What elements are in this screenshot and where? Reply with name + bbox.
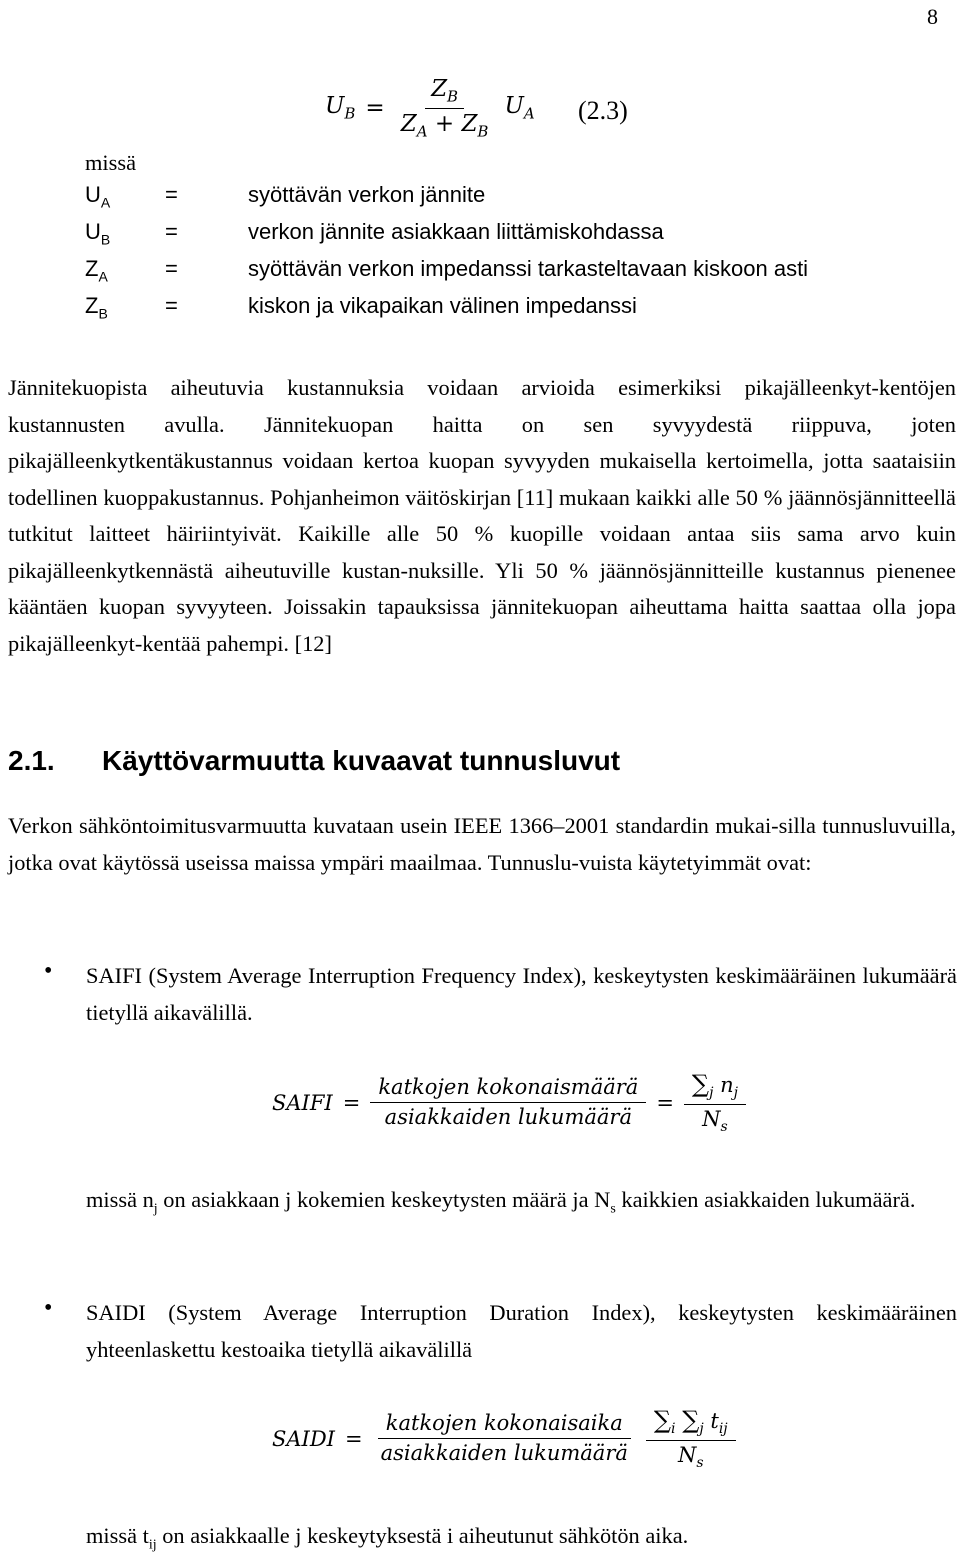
- page-number: 8: [927, 4, 938, 29]
- def-equals: =: [165, 293, 178, 318]
- def-equals: =: [165, 256, 178, 281]
- saifi-formula: SAIFI = $\frac{\text{katkojen kokonaismäärä}}{\text{asiakkaiden lukumäärä}}$ = $\frac{\sum_j n_j}{N_s}$: [272, 1070, 746, 1136]
- paragraph-reliability-indices: Verkon sähköntoimitusvarmuutta kuvataan usein IEEE 1366–2001 standardin mukai-silla tunnusluvuilla, jotka ovat käytössä useissa maissa ympäri maailmaa. Tunnuslu-vuista käytetyimmät ovat:: [8, 813, 956, 875]
- saifi-note: missä $n_j$ on asiakkaan j kokemien keskeytysten määrä ja $N_s$ kaikkien asiakkaiden lukumäärä.: [86, 1187, 916, 1217]
- def-description: syöttävän verkon jännite: [248, 182, 486, 207]
- saidi-note: missä $t_{ij}$ on asiakkaalle j keskeytyksestä i aiheutunut sähkötön aika.: [86, 1523, 689, 1553]
- eq-fraction: $\frac{Z_B}{Z_A + Z_B}$: [400, 76, 489, 141]
- def-symbol: $U_B$: [85, 219, 111, 248]
- def-symbol: $U_A$: [85, 182, 111, 211]
- bullet-icon: •: [44, 958, 53, 984]
- def-equals: =: [165, 219, 178, 244]
- equation-number: (2.3): [578, 96, 628, 125]
- eq-equals: =: [365, 95, 385, 122]
- def-description: kiskon ja vikapaikan välinen impedanssi: [248, 293, 637, 318]
- eq-lhs: $U_B$: [325, 93, 356, 123]
- saidi-formula: SAIDI = $\frac{\text{katkojen kokonaisaika}}{\text{asiakkaiden lukumäärä}}$ $\frac{\sum_i \sum_j t_{ij}}{N_s}$: [272, 1406, 736, 1472]
- def-equals: =: [165, 182, 178, 207]
- missa-label: missä: [85, 150, 137, 175]
- eq-rhs: $U_A$: [504, 93, 535, 123]
- section-number: 2.1.: [8, 745, 55, 776]
- bullet-icon: •: [44, 1295, 53, 1321]
- def-symbol: $Z_A$: [85, 256, 108, 285]
- saidi-description: SAIDI (System Average Interruption Duration Index), keskeytysten keskimääräinen yhteenlaskettu kestoaika tietyllä aikavälillä: [86, 1300, 957, 1362]
- def-description: syöttävän verkon impedanssi tarkasteltavaan kiskoon asti: [248, 256, 809, 281]
- section-heading: [8, 745, 620, 777]
- section-title: Käyttövarmuutta kuvaavat tunnusluvut: [102, 745, 621, 776]
- saifi-description: SAIFI (System Average Interruption Frequency Index), keskeytysten keskimääräinen lukumäärä tietyllä aikavälillä.: [86, 963, 957, 1025]
- def-description: verkon jännite asiakkaan liittämiskohdassa: [248, 219, 664, 244]
- equation-2-3: [325, 76, 535, 152]
- paragraph-voltage-dips: Jännitekuopista aiheutuvia kustannuksia voidaan arvioida esimerkiksi pikajälleenkyt-kentöjen kustannusten avulla. Jännitekuopan haitta on sen syvyydestä riippuva, joten pikajälleenkytkentäkustannus voidaan kertoa kuopan syvyyden mukaisella kertoimella, jotta saataisiin todellinen kuoppakustannus. Pohjanheimon väitöskirjan [11] mukaan kaikki alle 50 % jäännösjännitteellä tutkitut laitteet häiriintyivät. Kaikille alle 50 % kuopille voidaan antaa siis sama arvo kuin pikajälleenkytkennästä aiheutuville kustan-nuksille. Yli 50 % jäännösjännitteille kustannus pienenee kääntäen kuopan syvyyteen. Joissakin tapauksissa jännitekuopan aiheuttama haitta saattaa olla jopa pikajälleenkyt-kentää pahempi. [12]: [8, 375, 956, 656]
- def-symbol: $Z_B$: [85, 293, 108, 322]
